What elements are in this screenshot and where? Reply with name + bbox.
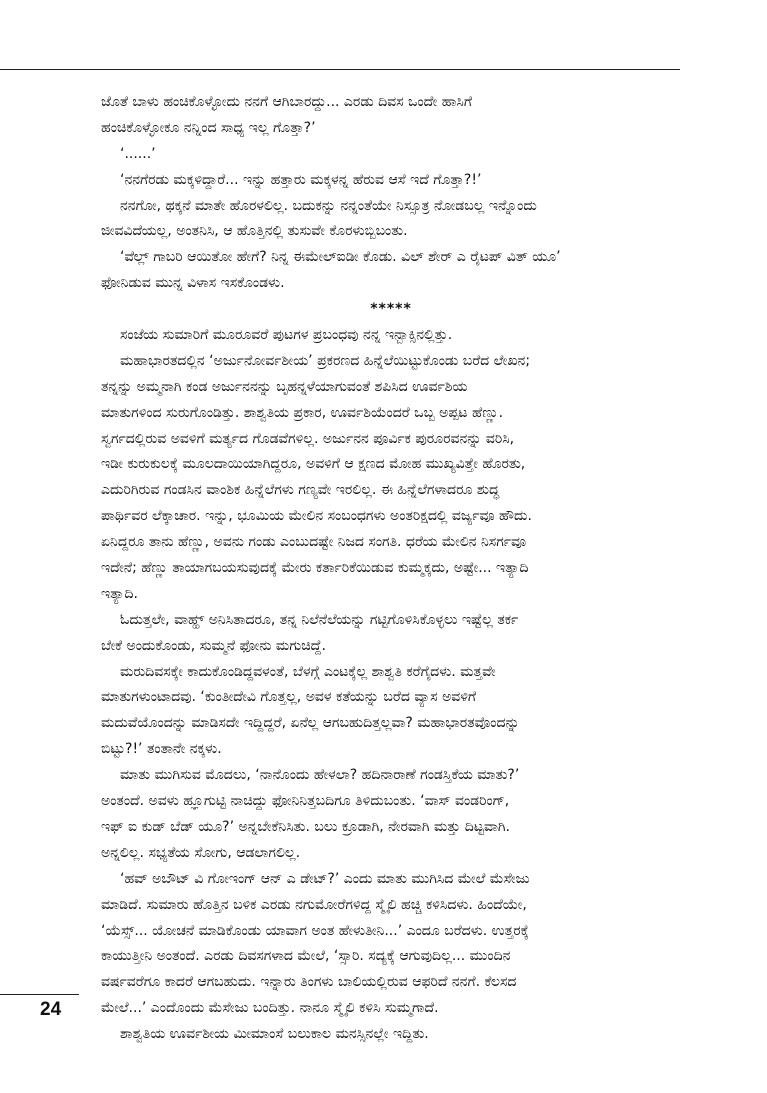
- text-line: ಜೀವವಿದೆಯಲ್ಲ, ಅಂತನಿಸಿ, ಆ ಹೊತ್ತಿನಲ್ಲಿ ತುಸುವೇ ಕೊರಳುಬ್ಬಿಬಂತು.: [101, 223, 408, 240]
- text-line: ‘ವೆಲ್ಲ್ ಗಾಬರಿ ಆಯಿತೋ ಹೇಗೆ? ನಿನ್ನ ಈಮೇಲ್ಐಡೀ ಕೊಡು. ವಿಲ್ ಶೇರ್ ಎ ರೈಟಪ್ ವಿತ್ ಯೂ’: [120, 249, 561, 266]
- text-line: ಎದುರಿಗಿರುವ ಗಂಡಸಿನ ವಾಂಶಿಕ ಹಿನ್ನೆಲೆಗಳು ಗಣ್ಯವೇ ಇರಲಿಲ್ಲ. ಈ ಹಿನ್ನೆಲೆಗಳಾದರೂ ಶುದ್ಧ: [101, 482, 500, 499]
- text-line: ಬೇಕೆ ಅಂದುಕೊಂಡು, ಸುಮ್ಮನೆ ಫೋನು ಮಗುಚಿದ್ದೆ.: [101, 637, 326, 654]
- text-line: ವರ್ಷವರೆಗೂ ಕಾದರೆ ಆಗಬಹುದು. ಇನ್ನಾರು ತಿಂಗಳು ಬಾಲಿಯಲ್ಲಿರುವ ಆಫರಿದೆ ನನಗೆ. ಕೆಲಸದ: [101, 974, 517, 991]
- text-line: ಇಫ್ ಐ ಕುಡ್ ಬೆಡ್ ಯೂ?’ ಅನ್ನಬೇಕೆನಿಸಿತು. ಬಲು ಕ್ರೂಡಾಗಿ, ನೇರವಾಗಿ ಮತ್ತು ದಿಟ್ಟವಾಗಿ.: [101, 818, 511, 835]
- text-line: ಸ್ವರ್ಗದಲ್ಲಿರುವ ಅವಳಿಗೆ ಮರ್ತ್ಯದ ಗೊಡವೆಗಳಿಲ್ಲ. ಅರ್ಜುನನ ಪೂರ್ವಿಕ ಪುರೂರವನನ್ನು ವರಿಸಿ,: [101, 430, 515, 447]
- text-line: ಏನಿದ್ದರೂ ತಾನು ಹೆಣ್ಣು, ಅವನು ಗಂಡು ಎಂಬುದಷ್ಟೇ ನಿಜದ ಸಂಗತಿ. ಧರೆಯ ಮೇಲಿನ ನಿಸರ್ಗವೂ: [101, 534, 527, 551]
- text-line: ಇತ್ಯಾದಿ.: [101, 585, 138, 602]
- text-line: ತನ್ನನ್ನು ಅಮ್ಮನಾಗಿ ಕಂಡ ಅರ್ಜುನನನ್ನು ಬೃಹನ್ನಳೆಯಾಗುವಂತೆ ಶಪಿಸಿದ ಊರ್ವಶಿಯ: [101, 378, 468, 395]
- text-line: ಮರುದಿವಸಕ್ಕೇ ಕಾದುಕೊಂಡಿದ್ದವಳಂತೆ, ಬೆಳಗ್ಗೆ ಎಂಟಕ್ಕೆಲ್ಲ ಶಾಶ್ವತಿ ಕರೆಗೈದಳು. ಮತ್ತವೇ: [120, 663, 496, 680]
- text-line: ಜೊತೆ ಬಾಳು ಹಂಚಿಕೊಳ್ಳೋದು ನನಗೆ ಆಗಿಬಾರದ್ದು... ಎರಡು ದಿವಸ ಒಂದೇ ಹಾಸಿಗೆ: [101, 94, 472, 110]
- text-line: ಮಾತುಗಳಿಂದ ಸುರುಗೊಂಡಿತ್ತು. ಶಾಶ್ವತಿಯ ಪ್ರಕಾರ, ಊರ್ವಶಿಯೆಂದರೆ ಒಬ್ಬ ಅಪ್ಪಟ ಹೆಣ್ಣು.: [101, 404, 504, 421]
- body-text: [101, 90, 681, 1048]
- text-line: ಇದೇನೆ; ಹೆಣ್ಣು ತಾಯಾಗಬಯಸುವುದಕ್ಕೆ ಮೇರು ಕರ್ತಾರಿಕೆಯಿಡುವ ಕುಮ್ಮಕ್ಕದು, ಅಷ್ಟೇ... ಇತ್ಯಾದಿ: [101, 560, 529, 577]
- text-line: ಮೇಲೆ...’ ಎಂದೊಂದು ಮೆಸೇಜು ಬಂದಿತ್ತು. ನಾನೂ ಸ್ಮೈಲಿ ಕಳಿಸಿ ಸುಮ್ಮಗಾದೆ.: [101, 1000, 439, 1017]
- text-line: ‘......’: [120, 145, 156, 162]
- text-line: ಮಾತು ಮುಗಿಸುವ ಮೊದಲು, ‘ನಾನೊಂದು ಹೇಳಲಾ? ಹದಿನಾರಾಣೆ ಗಂಡಸ್ತಿಕೆಯ ಮಾತು?’: [120, 767, 520, 784]
- footer-rule: [0, 994, 79, 995]
- text-line: ಮಹಾಭಾರತದಲ್ಲಿನ ‘ಅರ್ಜುನೋರ್ವಶೀಯ’ ಪ್ರಕರಣದ ಹಿನ್ನೆಲೆಯಿಟ್ಟುಕೊಂಡು ಬರೆದ ಲೇಖನ;: [120, 352, 531, 369]
- text-line: ‘ಯೆಸ್ಸ್... ಯೋಚನೆ ಮಾಡಿಕೊಂಡು ಯಾವಾಗ ಅಂತ ಹೇಳುತೀನಿ...’ ಎಂದೂ ಬರೆದಳು. ಉತ್ತರಕ್ಕೆ: [101, 922, 529, 939]
- text-line: ಮದುವೆಯೊಂದನ್ನು ಮಾಡಿಸದೇ ಇದ್ದಿದ್ದರೆ, ಏನೆಲ್ಲ ಆಗಬಹುದಿತ್ತಲ್ಲವಾ? ಮಹಾಭಾರತವೊಂದನ್ನು: [101, 715, 520, 732]
- text-line: ಓದುತ್ತಲೇ, ವಾಹ್ಹ್ ಅನಿಸಿತಾದರೂ, ತನ್ನ ನಿಲೆನೆಲೆಯನ್ನು ಗಟ್ಟಿಗೊಳಿಸಿಕೊಳ್ಳಲು ಇಷ್ಟೆಲ್ಲ ತರ್ಕ: [120, 611, 519, 628]
- text-line: ಮಾತುಗಳುಂಟಾದವು. ‘ಕುಂತೀದೇವಿ ಗೊತ್ತಲ್ಲ, ಅವಳ ಕತೆಯನ್ನು ಬರೆದ ವ್ಯಾಸ ಅವಳಿಗೆ: [101, 689, 477, 706]
- header-rule: [0, 69, 680, 70]
- page-number: 24: [40, 999, 62, 1020]
- text-line: ನನಗೋ, ಥಕ್ಕನೆ ಮಾತೇ ಹೊರಳಲಿಲ್ಲ. ಬದುಕನ್ನು ನನ್ನಂತೆಯೇ ನಿಸ್ಸೂತ್ರ ನೋಡಬಲ್ಲ ಇನ್ನೊಂದು: [120, 197, 537, 214]
- text-line: ಕಾಯುತ್ತೀನಿ ಅಂತಂದೆ. ಎರಡು ದಿವಸಗಳಾದ ಮೇಲೆ, ‘ಸ್ಸಾರಿ. ಸದ್ಯಕ್ಕೆ ಆಗುವುದಿಲ್ಲ... ಮುಂದಿನ: [101, 948, 511, 965]
- text-line: ಬಿಟ್ಟು?!’ ತಂತಾನೇ ನಕ್ಕಳು.: [101, 741, 222, 758]
- text-line: ಸಂಜೆಯ ಸುಮಾರಿಗೆ ಮೂರೂವರೆ ಪುಟಗಳ ಪ್ರಬಂಧವು ನನ್ನ ಇನ್ಬಾಕ್ಸಿನಲ್ಲಿತ್ತು.: [120, 327, 453, 344]
- section-separator: *****: [370, 301, 412, 318]
- text-line: ಅನ್ನಲಿಲ್ಲ. ಸಭ್ಯತೆಯ ಸೋಗು, ಆಡಲಾಗಲಿಲ್ಲ.: [101, 844, 301, 861]
- text-line: ಫೋನಿಡುವ ಮುನ್ನ ವಿಳಾಸ ಇಸಕೊಂಡಳು.: [101, 275, 285, 292]
- text-line: ಇಡೀ ಕುರುಕುಲಕ್ಕೆ ಮೂಲದಾಯಿಯಾಗಿದ್ದರೂ, ಅವಳಿಗೆ ಆ ಕ್ಷಣದ ಮೋಹ ಮುಖ್ಯವಿತ್ತೇ ಹೊರತು,: [101, 456, 526, 473]
- text-line: ಮಾಡಿದೆ. ಸುಮಾರು ಹೊತ್ತಿನ ಬಳಿಕ ಎರಡು ನಗುಮೋರೆಗಳಿದ್ದ ಸ್ಮೈಲಿ ಹಚ್ಚಿ ಕಳಿಸಿದಳು. ಹಿಂದೆಯೇ,: [101, 896, 527, 913]
- text-line: ‘ಹವ್ ಅಬೌಟ್ ವಿ ಗೋಇಂಗ್ ಆನ್ ಎ ಡೇಟ್?’ ಎಂದು ಮಾತು ಮುಗಿಸಿದ ಮೇಲೆ ಮೆಸೇಜು: [120, 870, 530, 887]
- text-line: ಶಾಶ್ವತಿಯ ಊರ್ವಶೀಯ ಮೀಮಾಂಸೆ ಬಲುಕಾಲ ಮನಸ್ಸಿನಲ್ಲೇ ಇದ್ದಿತು.: [120, 1026, 429, 1043]
- text-line: ಅಂತಂದೆ. ಅವಳು ಹ್ಞೂಗುಟ್ಟಿ ನಾಚಿದ್ದು ಫೋನಿನಿತ್ತಬದಿಗೂ ತಿಳಿದುಬಂತು. ‘ವಾಸ್ ವಂಡರಿಂಗ್,: [101, 793, 510, 810]
- text-line: ‘ನನಗೆರಡು ಮಕ್ಕಳಿದ್ದಾರೆ... ಇನ್ನು ಹತ್ತಾರು ಮಕ್ಕಳನ್ನ ಹೆರುವ ಆಸೆ ಇದೆ ಗೊತ್ತಾ?!’: [120, 171, 482, 188]
- text-line: ಹಂಚಿಕೊಳ್ಳೋಕೂ ನನ್ನಿಂದ ಸಾಧ್ಯ ಇಲ್ಲ ಗೊತ್ತಾ?’: [101, 119, 316, 136]
- text-line: ಪಾರ್ಥಿವರ ಲೆಕ್ಕಾಚಾರ. ಇನ್ನು, ಭೂಮಿಯ ಮೇಲಿನ ಸಂಬಂಧಗಳು ಅಂತರಿಕ್ಷದಲ್ಲಿ ವರ್ಜ್ಯವೂ ಹೌದು.: [101, 508, 532, 525]
